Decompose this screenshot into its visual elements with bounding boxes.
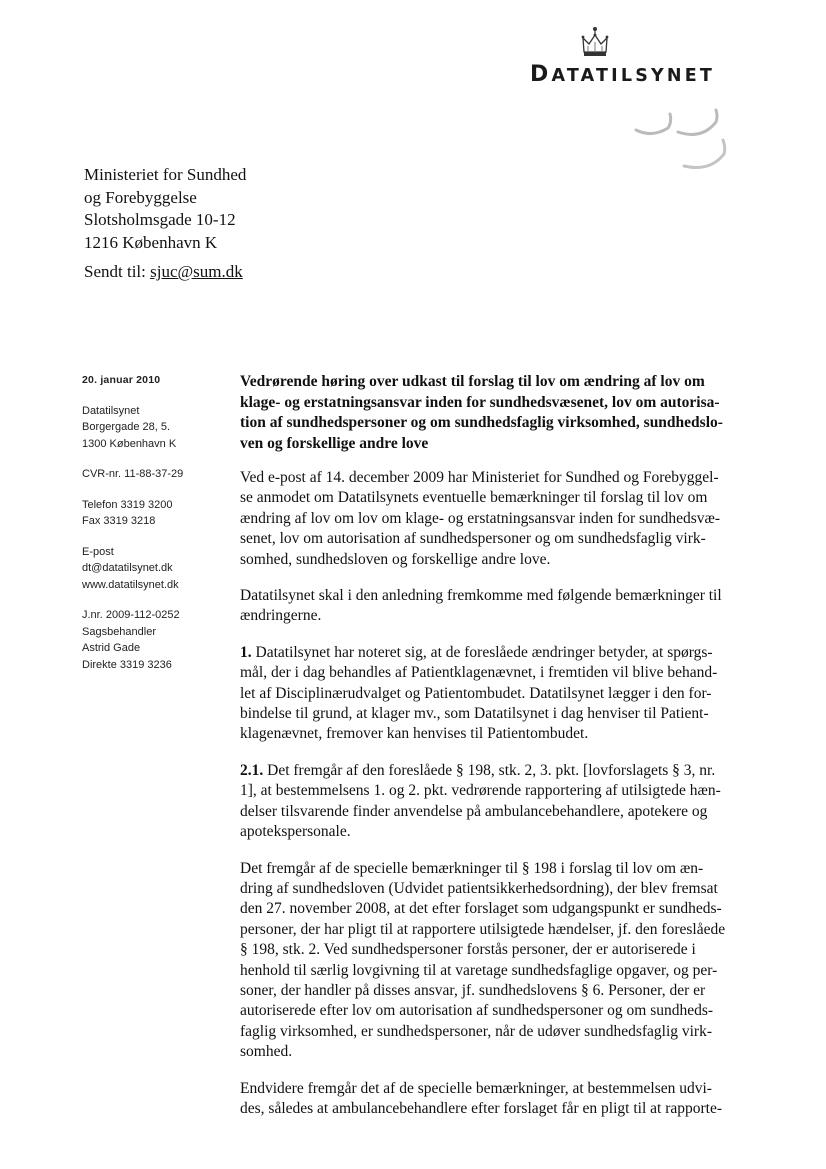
text-line (240, 643, 764, 663)
text-line: soner, der handler på disses ansvar, jf. sundhedslovens § 6. Personer, der er (240, 981, 706, 999)
text-line: Ved e-post af 14. december 2009 har Ministeriet for Sundhed og Forebyggel- (240, 469, 719, 486)
cvr-line: CVR-nr. 11-88-37-29 (82, 468, 184, 480)
website-link[interactable]: www.datatilsynet.dk (82, 578, 179, 591)
case-handler-name: Astrid Gade (82, 642, 141, 654)
sent-to-label: Sendt til: (84, 262, 146, 281)
text-line: somhed, sundhedsloven og forskellige andre love. (240, 550, 551, 568)
text-line: § 198, stk. 2. Ved sundhedspersoner forstås personer, der er autoriserede i (240, 941, 696, 959)
cvr-number (82, 466, 232, 483)
contact-block (82, 544, 232, 594)
email-label: E-post (82, 545, 114, 558)
case-handler-label: Sagsbehandler (82, 625, 157, 638)
text-line: des, således at ambulancebehandlere efter forslaget får en pligt til at rapporte- (240, 1099, 722, 1117)
sent-to-line (84, 262, 243, 282)
paragraph-section-2-1 (240, 761, 764, 843)
subject-line: klage- og erstatningsansvar inden for sundhedsvæsenet, lov om autorisa- (240, 393, 720, 411)
sender-address-line: 1300 København K (82, 437, 177, 450)
datatilsynet-wordmark: DATATILSYNET (530, 62, 716, 87)
text-line: henhold til særlig lovgivning til at varetage sundhedsfaglige opgaver, og per- (240, 961, 718, 979)
direct-phone: Direkte 3319 3236 (82, 658, 172, 671)
paragraph-continuation (240, 1079, 764, 1120)
recipient-line: Ministeriet for Sundhed (84, 165, 247, 184)
sender-address-line: Borgergade 28, 5. (82, 421, 171, 433)
text-line: personer, der har pligt til at rapportere utilsigtede hændelser, jf. den foreslåede (240, 920, 726, 938)
recipient-line: Slotsholmsgade 10-12 (84, 210, 236, 229)
text-line: bindelse til grund, at klager mv., som Datatilsynet i dag henviser til Patient- (240, 705, 709, 723)
text-line: ændring af lov om lov om klage- og erstatningsansvar inden for sundhedsvæ- (240, 509, 720, 527)
letter-body (240, 372, 764, 1135)
paragraph-special-remarks (240, 859, 764, 1063)
subject-line: Vedrørende høring over udkast til forslag til lov om ændring af lov om (240, 373, 705, 390)
text-line: delser tilsvarende finder anvendelse på ambulancebehandlere, apotekere og (240, 802, 708, 820)
text-line: autoriserede efter lov om autorisation af sundhedspersoner og om sundheds- (240, 1002, 714, 1020)
text-line: se anmodet om Datatilsynets eventuelle bemærkninger til forslag til lov om (240, 489, 708, 507)
sender-sidebar (82, 372, 232, 687)
phone-block (82, 497, 232, 530)
decorative-hook-marks-icon (630, 108, 730, 178)
text-line: faglig virksomhed, er sundhedspersoner, når de udøver sundhedsfaglig virk- (240, 1022, 713, 1040)
email-address[interactable]: dt@datatilsynet.dk (82, 562, 173, 574)
sender-address (82, 403, 232, 453)
text-line (240, 761, 764, 781)
text-fragment: Det fremgår af den foreslåede § 198, stk. 2, 3. pkt. [lovforslagets § 3, nr. (263, 761, 716, 779)
letter-date: 20. januar 2010 (82, 374, 161, 386)
recipient-line: 1216 København K (84, 232, 218, 252)
sender-address-line: Datatilsynet (82, 404, 140, 417)
text-line: somhed. (240, 1043, 293, 1061)
letter-subject (240, 372, 764, 454)
subject-line: tion af sundhedspersoner og om sundhedsfaglig virksomhed, sundhedslo- (240, 414, 723, 431)
section-number: 2.1. (240, 761, 264, 779)
text-line: mål, der i dag behandles af Patientklagenævnet, i fremtiden vil blive behand- (240, 664, 718, 682)
section-number: 1. (240, 643, 252, 661)
text-line: senet, lov om autorisation af sundhedspersoner og om sundhedsfaglig virk- (240, 530, 706, 548)
phone-line: Telefon 3319 3200 (82, 498, 173, 511)
crown-logo-icon (580, 26, 610, 60)
text-line: let af Disciplinærudvalget og Patientombudet. Datatilsynet lægger i den for- (240, 684, 712, 702)
text-line: klagenævnet, fremover kan henvises til Patientombudet. (240, 725, 589, 743)
sent-to-email-link[interactable]: sjuc@sum.dk (150, 262, 243, 281)
fax-line: Fax 3319 3218 (82, 515, 156, 527)
text-line: ændringerne. (240, 607, 322, 625)
recipient-line: og Forebyggelse (84, 187, 197, 207)
text-line: dring af sundhedsloven (Udvidet patientsikkerhedsordning), der blev fremsat (240, 879, 718, 897)
paragraph-section-1 (240, 643, 764, 745)
case-number: J.nr. 2009-112-0252 (82, 609, 180, 621)
case-block (82, 607, 232, 673)
text-line: Endvidere fremgår det af de specielle bemærkninger, at bestemmelsen udvi- (240, 1079, 712, 1097)
paragraph-intro (240, 468, 764, 570)
recipient-address (84, 164, 246, 254)
text-line: Det fremgår af de specielle bemærkninger til § 198 i forslag til lov om æn- (240, 859, 704, 877)
text-line: apotekspersonale. (240, 823, 351, 841)
paragraph-remarks (240, 586, 764, 627)
subject-line: ven og forskellige andre love (240, 434, 429, 452)
text-line: den 27. november 2008, at det efter forslaget som udgangspunkt er sundheds- (240, 900, 722, 918)
text-fragment: Datatilsynet har noteret sig, at de foreslåede ændringer betyder, at spørgs- (251, 643, 713, 661)
text-line: 1], at bestemmelsens 1. og 2. pkt. vedrørende rapportering af utilsigtede hæn- (240, 782, 721, 800)
text-line: Datatilsynet skal i den anledning fremkomme med følgende bemærkninger til (240, 587, 722, 605)
